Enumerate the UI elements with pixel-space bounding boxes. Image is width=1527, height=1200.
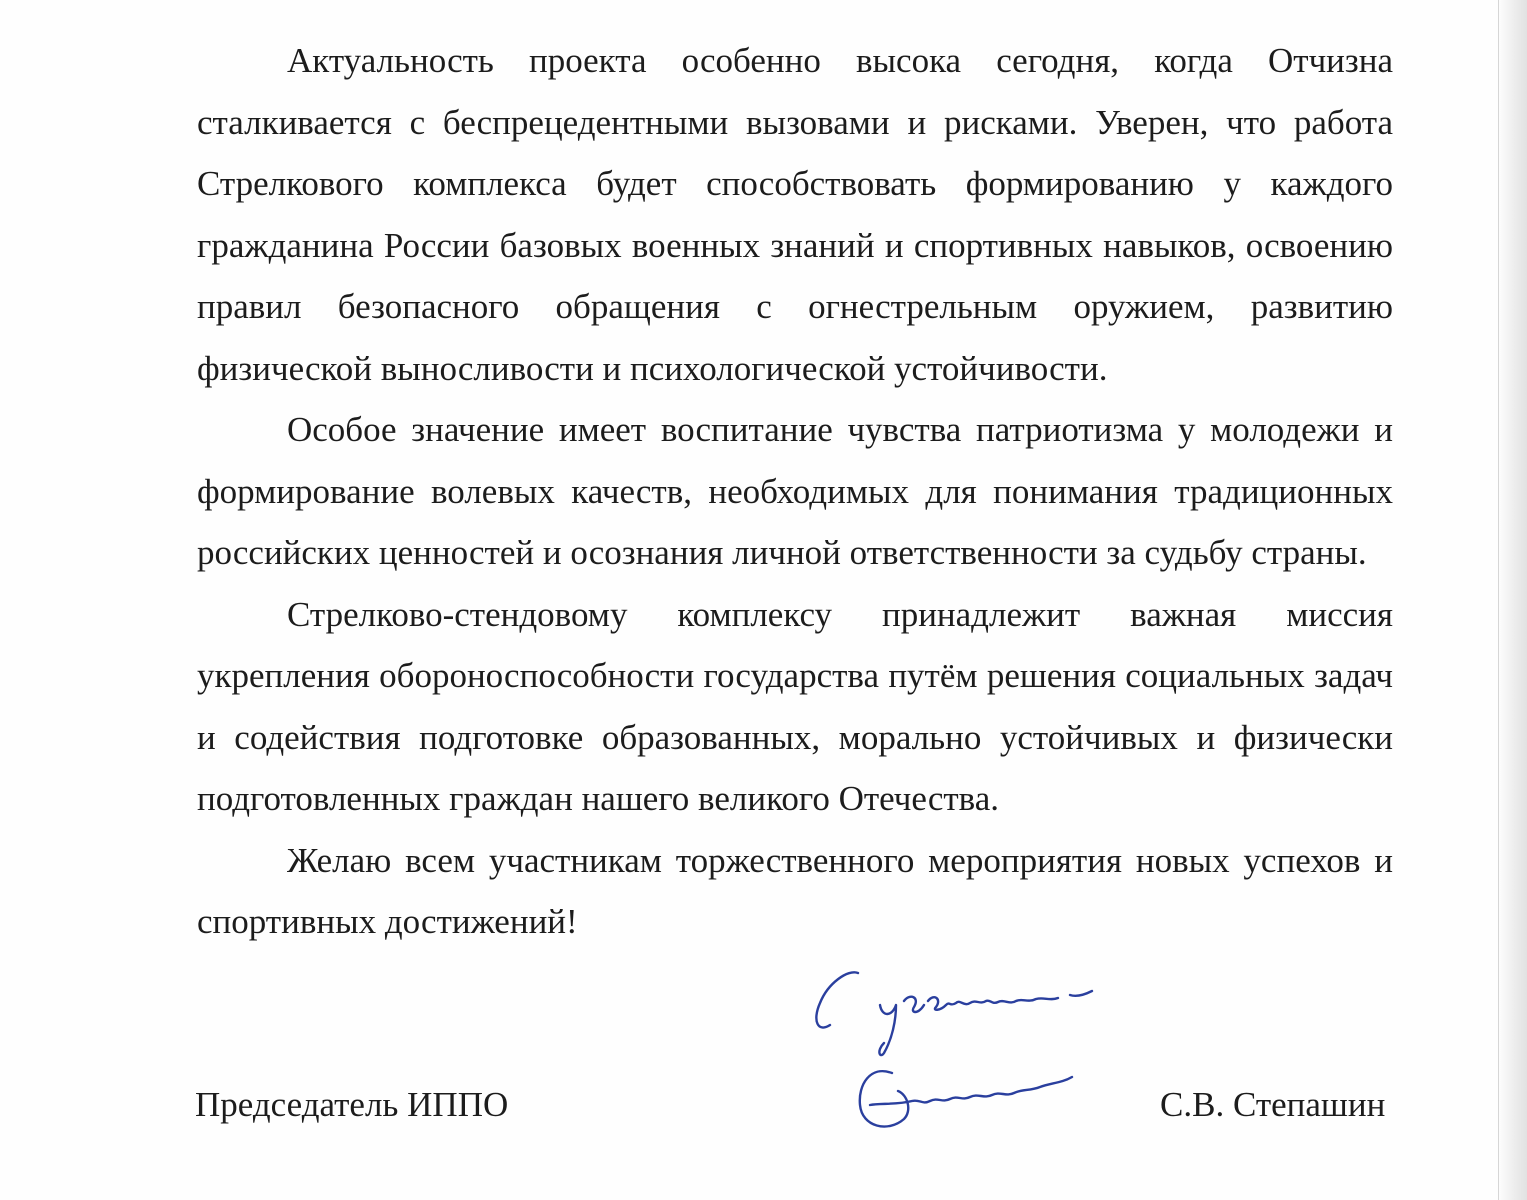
handwritten-signature [800, 955, 1180, 1145]
handwriting-c-stroke [816, 972, 858, 1027]
paragraph-relevance: Актуальность проекта особенно высока сегодня, когда Отчизна сталкивается с беспрецедентными вызовами и рисками. Уверен, что работа Стрелкового комплекса будет способствовать формированию у каждого гражданина России базовых военных знаний и спортивных навыков, освоению правил безопасного обращения с огнестрельным оружием, развитию физической выносливости и психологической устойчивости. [197, 41, 1393, 388]
paragraph-wishes: Желаю всем участникам торжественного мероприятия новых успехов и спортивных достижений! [197, 840, 1393, 941]
paragraph-patriotism: Особое значение имеет воспитание чувства патриотизма у молодежи и формирование волевых качеств, необходимых для понимания традиционных российских ценностей и осознания личной ответственности за судьбу страны. [197, 410, 1393, 572]
handwriting-word-stroke [879, 991, 1092, 1055]
paragraph-mission: Стрелково-стендовому комплексу принадлежит важная миссия укрепления обороноспособности государства путём решения социальных задач и содействия подготовке образованных, морально устойчивых и физически подготовленных граждан нашего великого Отечества. [197, 594, 1393, 818]
signatory-name: С.В. Степашин [1160, 1085, 1386, 1124]
signatory-position: Председатель ИППО [195, 1085, 509, 1124]
signature-loop-stroke [860, 1071, 1072, 1126]
